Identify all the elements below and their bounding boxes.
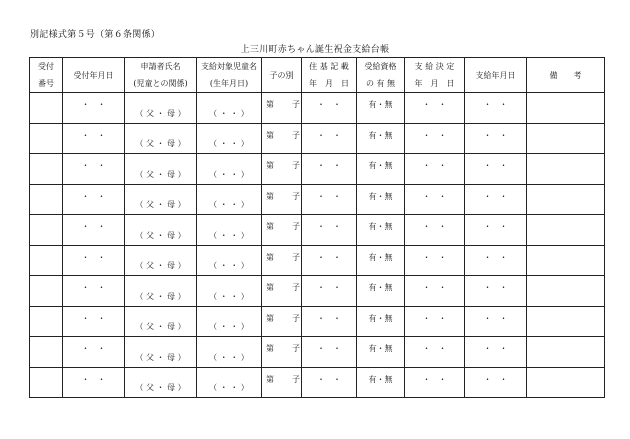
cell-reception-date[interactable]: ・ ・	[63, 337, 125, 368]
cell-remarks[interactable]	[527, 367, 605, 398]
cell-payment-decision[interactable]: ・ ・	[405, 306, 465, 337]
cell-child-order[interactable]: 第 子	[262, 154, 302, 185]
cell-reception-no[interactable]	[30, 276, 63, 307]
cell-child-order[interactable]: 第 子	[262, 184, 302, 215]
cell-resident-registration[interactable]: ・ ・	[302, 154, 357, 185]
cell-reception-date[interactable]: ・ ・	[63, 184, 125, 215]
cell-payment-date[interactable]: ・ ・	[465, 367, 527, 398]
cell-child-order[interactable]: 第 子	[262, 306, 302, 337]
cell-remarks[interactable]	[527, 245, 605, 276]
cell-eligibility[interactable]: 有・無	[357, 123, 405, 154]
table-row	[30, 337, 605, 368]
cell-eligibility[interactable]: 有・無	[357, 184, 405, 215]
table-row	[30, 123, 605, 154]
cell-payment-decision[interactable]: ・ ・	[405, 245, 465, 276]
cell-remarks[interactable]	[527, 123, 605, 154]
cell-child-order[interactable]: 第 子	[262, 215, 302, 246]
cell-child-name[interactable]: （ ・ ・ ）	[197, 215, 262, 246]
cell-payment-date[interactable]: ・ ・	[465, 184, 527, 215]
cell-child-name[interactable]: （ ・ ・ ）	[197, 93, 262, 124]
cell-child-order[interactable]: 第 子	[262, 93, 302, 124]
document-title: 上三川町赤ちゃん誕生祝金支給台帳	[240, 45, 390, 55]
cell-reception-date[interactable]: ・ ・	[63, 306, 125, 337]
cell-remarks[interactable]	[527, 276, 605, 307]
cell-remarks[interactable]	[527, 215, 605, 246]
cell-payment-decision[interactable]: ・ ・	[405, 215, 465, 246]
cell-eligibility[interactable]: 有・無	[357, 154, 405, 185]
table-row	[30, 306, 605, 337]
cell-resident-registration[interactable]: ・ ・	[302, 215, 357, 246]
cell-remarks[interactable]	[527, 93, 605, 124]
cell-resident-registration[interactable]: ・ ・	[302, 184, 357, 215]
cell-child-order[interactable]: 第 子	[262, 123, 302, 154]
table-row	[30, 367, 605, 398]
form-reference: 別記様式第５号（第６条関係）	[30, 30, 161, 40]
cell-child-name[interactable]: （ ・ ・ ）	[197, 184, 262, 215]
cell-payment-date[interactable]: ・ ・	[465, 215, 527, 246]
cell-child-name[interactable]: （ ・ ・ ）	[197, 154, 262, 185]
cell-child-name[interactable]: （ ・ ・ ）	[197, 367, 262, 398]
cell-reception-no[interactable]	[30, 337, 63, 368]
cell-reception-date[interactable]: ・ ・	[63, 367, 125, 398]
table-row	[30, 93, 605, 124]
cell-child-name[interactable]: （ ・ ・ ）	[197, 276, 262, 307]
col-eligibility: 受給資格 の 有 無	[357, 58, 405, 93]
cell-eligibility[interactable]: 有・無	[357, 93, 405, 124]
cell-reception-no[interactable]	[30, 367, 63, 398]
cell-child-name[interactable]: （ ・ ・ ）	[197, 123, 262, 154]
cell-payment-date[interactable]: ・ ・	[465, 93, 527, 124]
cell-applicant[interactable]: （ 父 ・ 母 ）	[125, 154, 197, 185]
cell-applicant[interactable]: （ 父 ・ 母 ）	[125, 184, 197, 215]
cell-child-name[interactable]: （ ・ ・ ）	[197, 245, 262, 276]
cell-resident-registration[interactable]: ・ ・	[302, 93, 357, 124]
cell-reception-date[interactable]: ・ ・	[63, 276, 125, 307]
cell-reception-no[interactable]	[30, 123, 63, 154]
cell-child-name[interactable]: （ ・ ・ ）	[197, 337, 262, 368]
cell-payment-date[interactable]: ・ ・	[465, 337, 527, 368]
cell-eligibility[interactable]: 有・無	[357, 245, 405, 276]
cell-eligibility[interactable]: 有・無	[357, 306, 405, 337]
cell-eligibility[interactable]: 有・無	[357, 215, 405, 246]
payment-ledger-table	[29, 57, 605, 398]
cell-reception-date[interactable]: ・ ・	[63, 154, 125, 185]
cell-resident-registration[interactable]: ・ ・	[302, 123, 357, 154]
cell-remarks[interactable]	[527, 184, 605, 215]
cell-resident-registration[interactable]: ・ ・	[302, 276, 357, 307]
cell-applicant[interactable]: （ 父 ・ 母 ）	[125, 93, 197, 124]
cell-child-order[interactable]: 第 子	[262, 276, 302, 307]
cell-resident-registration[interactable]: ・ ・	[302, 367, 357, 398]
cell-payment-date[interactable]: ・ ・	[465, 123, 527, 154]
table-row	[30, 154, 605, 185]
cell-applicant[interactable]: （ 父 ・ 母 ）	[125, 245, 197, 276]
cell-remarks[interactable]	[527, 154, 605, 185]
cell-payment-decision[interactable]: ・ ・	[405, 154, 465, 185]
cell-remarks[interactable]	[527, 306, 605, 337]
cell-payment-decision[interactable]: ・ ・	[405, 184, 465, 215]
col-resident-registration: 住 基 記 載 年 月 日	[302, 58, 357, 93]
cell-reception-date[interactable]: ・ ・	[63, 215, 125, 246]
cell-child-order[interactable]: 第 子	[262, 337, 302, 368]
header-row	[30, 58, 605, 93]
cell-payment-decision[interactable]: ・ ・	[405, 93, 465, 124]
cell-child-order[interactable]: 第 子	[262, 245, 302, 276]
cell-payment-date[interactable]: ・ ・	[465, 154, 527, 185]
table-row	[30, 184, 605, 215]
col-reception-no: 受付 番号	[30, 58, 63, 93]
cell-resident-registration[interactable]: ・ ・	[302, 337, 357, 368]
table-row	[30, 215, 605, 246]
cell-reception-date[interactable]: ・ ・	[63, 245, 125, 276]
cell-reception-no[interactable]	[30, 93, 63, 124]
cell-resident-registration[interactable]: ・ ・	[302, 245, 357, 276]
cell-payment-decision[interactable]: ・ ・	[405, 276, 465, 307]
cell-eligibility[interactable]: 有・無	[357, 337, 405, 368]
cell-applicant[interactable]: （ 父 ・ 母 ）	[125, 276, 197, 307]
col-payment-decision: 支 給 決 定 年 月 日	[405, 58, 465, 93]
cell-applicant[interactable]: （ 父 ・ 母 ）	[125, 367, 197, 398]
cell-applicant[interactable]: （ 父 ・ 母 ）	[125, 306, 197, 337]
col-reception-date: 受付年月日	[63, 58, 125, 93]
col-payment-date: 支給年月日	[465, 58, 527, 93]
cell-payment-decision[interactable]: ・ ・	[405, 337, 465, 368]
col-child-order: 子の別	[262, 58, 302, 93]
cell-applicant[interactable]: （ 父 ・ 母 ）	[125, 123, 197, 154]
cell-eligibility[interactable]: 有・無	[357, 276, 405, 307]
cell-resident-registration[interactable]: ・ ・	[302, 306, 357, 337]
cell-reception-no[interactable]	[30, 245, 63, 276]
col-remarks: 備 考	[527, 58, 605, 93]
table-row	[30, 245, 605, 276]
cell-child-name[interactable]: （ ・ ・ ）	[197, 306, 262, 337]
cell-payment-date[interactable]: ・ ・	[465, 276, 527, 307]
cell-reception-no[interactable]	[30, 154, 63, 185]
cell-reception-date[interactable]: ・ ・	[63, 123, 125, 154]
cell-payment-decision[interactable]: ・ ・	[405, 123, 465, 154]
cell-reception-date[interactable]: ・ ・	[63, 93, 125, 124]
cell-applicant[interactable]: （ 父 ・ 母 ）	[125, 337, 197, 368]
cell-payment-date[interactable]: ・ ・	[465, 306, 527, 337]
cell-remarks[interactable]	[527, 337, 605, 368]
cell-reception-no[interactable]	[30, 215, 63, 246]
cell-eligibility[interactable]: 有・無	[357, 367, 405, 398]
cell-payment-date[interactable]: ・ ・	[465, 245, 527, 276]
cell-child-order[interactable]: 第 子	[262, 367, 302, 398]
table-row	[30, 276, 605, 307]
col-child-name: 支給対象児童名 (生年月日)	[197, 58, 262, 93]
col-applicant: 申請者氏名 (児童との関係)	[125, 58, 197, 93]
cell-reception-no[interactable]	[30, 306, 63, 337]
cell-payment-decision[interactable]: ・ ・	[405, 367, 465, 398]
cell-applicant[interactable]: （ 父 ・ 母 ）	[125, 215, 197, 246]
cell-reception-no[interactable]	[30, 184, 63, 215]
